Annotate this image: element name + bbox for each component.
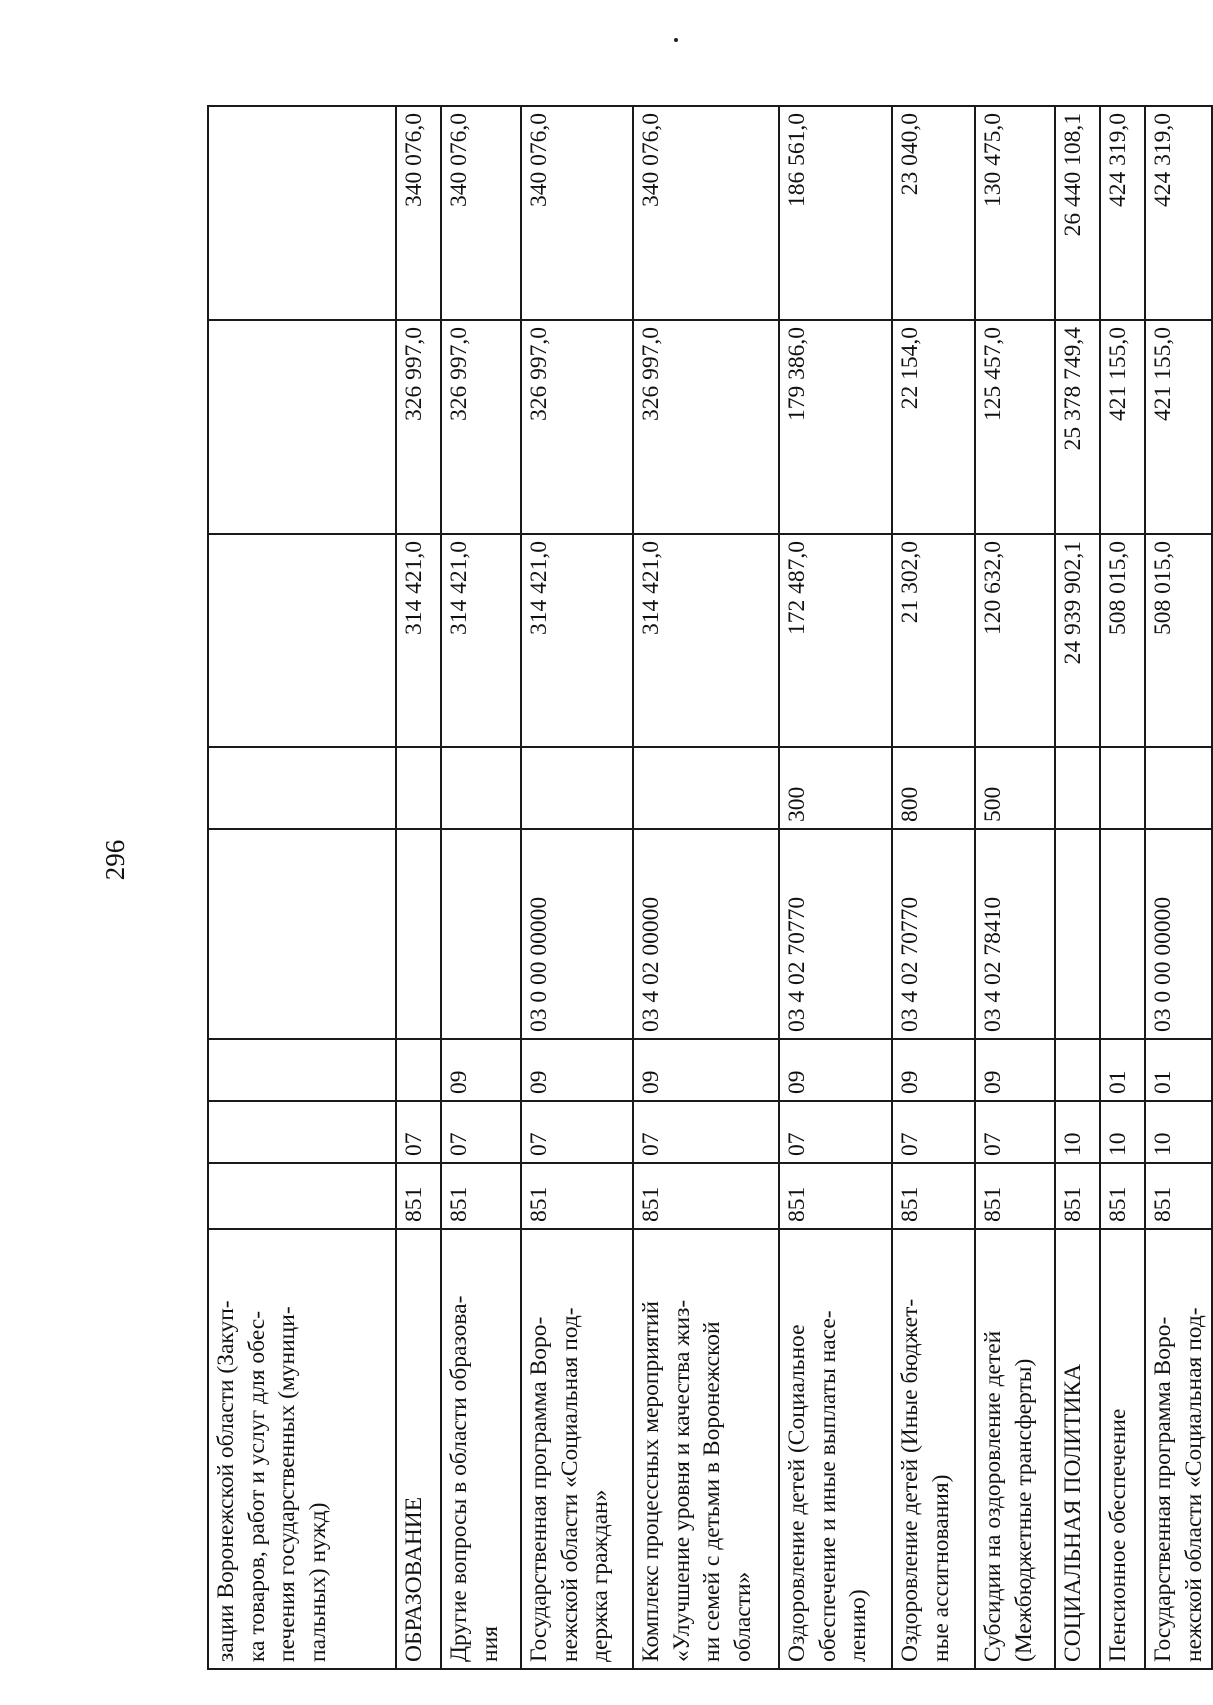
- table-row: [633, 106, 779, 1669]
- subsection-cell: [208, 1039, 396, 1101]
- item-name-cell: [1100, 1229, 1145, 1669]
- scan-speck: [674, 38, 678, 42]
- amount-cell-1: 314 421,0: [396, 534, 441, 747]
- table-row: [1055, 106, 1100, 1669]
- section-cell: 07: [975, 1101, 1055, 1163]
- item-name-cell: [975, 1229, 1055, 1669]
- section-cell: 07: [892, 1101, 975, 1163]
- amount-cell-2: 22 154,0: [892, 320, 975, 534]
- grbs-cell: 851: [892, 1163, 975, 1229]
- table-row: [975, 106, 1055, 1669]
- amount-cell-2: 421 155,0: [1100, 320, 1145, 534]
- expense-type-cell: [1100, 747, 1145, 829]
- section-cell: 07: [633, 1101, 779, 1163]
- target-article-cell: 03 4 02 70770: [779, 829, 892, 1039]
- item-name-line: (Межбюджетные трансферты): [1010, 1358, 1037, 1662]
- item-name-cell: [892, 1229, 975, 1669]
- amount-cell-1: 314 421,0: [521, 534, 633, 747]
- amount-cell-1: [208, 534, 396, 747]
- amount-cell-2: 326 997,0: [441, 320, 521, 534]
- item-name-line: Комплекс процессных мероприятий: [638, 1300, 664, 1662]
- subsection-cell: 09: [441, 1039, 521, 1101]
- table-body: [208, 106, 1212, 1669]
- item-name-cell: [208, 1229, 396, 1669]
- item-name-line: ка товаров, работ и услуг для обес-: [243, 1310, 270, 1662]
- table-row: [1145, 106, 1212, 1669]
- amount-cell-1: 172 487,0: [779, 534, 892, 747]
- amount-cell-2: 179 386,0: [779, 320, 892, 534]
- item-name-line: Государственная программа Воро-: [1150, 1316, 1176, 1662]
- amount-cell-1: 314 421,0: [441, 534, 521, 747]
- amount-cell-2: 326 997,0: [396, 320, 441, 534]
- amount-cell-3: 424 319,0: [1145, 106, 1212, 320]
- budget-table-rotated: [207, 107, 1207, 1670]
- item-name-line: «Улучшение уровня и качества жиз-: [668, 1299, 695, 1662]
- item-name-line: зации Воронежской области (Закуп-: [213, 1300, 239, 1662]
- table-row: [396, 106, 441, 1669]
- amount-cell-1: 508 015,0: [1100, 534, 1145, 747]
- item-name-cell: [633, 1229, 779, 1669]
- item-name-line: ни семей с детьми в Воронежской: [699, 1321, 726, 1662]
- section-cell: 10: [1100, 1101, 1145, 1163]
- subsection-cell: [396, 1039, 441, 1101]
- amount-cell-3: 130 475,0: [975, 106, 1055, 320]
- expense-type-cell: [521, 747, 633, 829]
- amount-cell-2: 421 155,0: [1145, 320, 1212, 534]
- section-cell: 10: [1145, 1101, 1212, 1163]
- grbs-cell: 851: [975, 1163, 1055, 1229]
- item-name-cell: [1145, 1229, 1212, 1669]
- table-row: [779, 106, 892, 1669]
- expense-type-cell: [1055, 747, 1100, 829]
- target-article-cell: [208, 829, 396, 1039]
- item-name-line: Оздоровление детей (Социальное: [784, 1324, 810, 1662]
- item-name-line: ния: [476, 1626, 503, 1662]
- page-number: 296: [99, 839, 130, 881]
- expense-type-cell: [441, 747, 521, 829]
- item-name-line: лению): [845, 1589, 872, 1662]
- item-name-line: нежской области «Социальная под-: [556, 1307, 583, 1662]
- amount-cell-3: 26 440 108,1: [1055, 106, 1100, 320]
- amount-cell-2: 326 997,0: [633, 320, 779, 534]
- expense-type-cell: [633, 747, 779, 829]
- grbs-cell: 851: [1145, 1163, 1212, 1229]
- grbs-cell: 851: [396, 1163, 441, 1229]
- item-name-cell: [441, 1229, 521, 1669]
- target-article-cell: [396, 829, 441, 1039]
- item-name-line: ные ассигнования): [927, 1474, 954, 1662]
- item-name-line: Субсидии на оздоровление детей: [980, 1330, 1006, 1662]
- item-name-line: Государственная программа Воро-: [526, 1316, 552, 1662]
- subsection-cell: 09: [633, 1039, 779, 1101]
- table-row: [892, 106, 975, 1669]
- grbs-cell: 851: [1055, 1163, 1100, 1229]
- expense-type-cell: [396, 747, 441, 829]
- expense-type-cell: [1145, 747, 1212, 829]
- amount-cell-3: 424 319,0: [1100, 106, 1145, 320]
- target-article-cell: 03 4 02 00000: [633, 829, 779, 1039]
- amount-cell-3: 340 076,0: [396, 106, 441, 320]
- section-cell: 07: [521, 1101, 633, 1163]
- subsection-cell: 09: [779, 1039, 892, 1101]
- amount-cell-3: 23 040,0: [892, 106, 975, 320]
- subsection-cell: 01: [1145, 1039, 1212, 1101]
- amount-cell-1: 21 302,0: [892, 534, 975, 747]
- target-article-cell: 03 0 00 00000: [521, 829, 633, 1039]
- grbs-cell: 851: [441, 1163, 521, 1229]
- item-name-line: области»: [729, 1571, 756, 1662]
- amount-cell-3: 186 561,0: [779, 106, 892, 320]
- section-cell: 10: [1055, 1101, 1100, 1163]
- section-cell: 07: [779, 1101, 892, 1163]
- amount-cell-2: [208, 320, 396, 534]
- amount-cell-2: 25 378 749,4: [1055, 320, 1100, 534]
- amount-cell-1: 314 421,0: [633, 534, 779, 747]
- amount-cell-3: 340 076,0: [441, 106, 521, 320]
- amount-cell-2: 125 457,0: [975, 320, 1055, 534]
- expense-type-cell: [208, 747, 396, 829]
- item-name-cell: [1055, 1229, 1100, 1669]
- amount-cell-2: 326 997,0: [521, 320, 633, 534]
- amount-cell-1: 24 939 902,1: [1055, 534, 1100, 747]
- subsection-cell: [1055, 1039, 1100, 1101]
- item-name-cell: [396, 1229, 441, 1669]
- section-cell: [208, 1101, 396, 1163]
- subsection-cell: 01: [1100, 1039, 1145, 1101]
- subsection-cell: 09: [521, 1039, 633, 1101]
- grbs-cell: [208, 1163, 396, 1229]
- amount-cell-1: 120 632,0: [975, 534, 1055, 747]
- item-name-line: печения государственных (муници-: [274, 1306, 301, 1662]
- budget-table: [207, 105, 1213, 1670]
- subsection-cell: 09: [975, 1039, 1055, 1101]
- item-name-line: нежской области «Социальная под-: [1180, 1307, 1207, 1662]
- section-cell: 07: [441, 1101, 521, 1163]
- target-article-cell: [1055, 829, 1100, 1039]
- grbs-cell: 851: [521, 1163, 633, 1229]
- item-name-cell: [521, 1229, 633, 1669]
- item-name-cell: [779, 1229, 892, 1669]
- target-article-cell: 03 0 00 00000: [1145, 829, 1212, 1039]
- expense-type-cell: 800: [892, 747, 975, 829]
- target-article-cell: 03 4 02 78410: [975, 829, 1055, 1039]
- grbs-cell: 851: [633, 1163, 779, 1229]
- table-row: [441, 106, 521, 1669]
- expense-type-cell: 500: [975, 747, 1055, 829]
- subsection-cell: 09: [892, 1039, 975, 1101]
- item-name-line: Другие вопросы в области образова-: [446, 1295, 472, 1662]
- table-row: [208, 106, 396, 1669]
- grbs-cell: 851: [1100, 1163, 1145, 1229]
- item-name-line: СОЦИАЛЬНАЯ ПОЛИТИКА: [1060, 1363, 1086, 1662]
- item-name-line: пальных) нужд): [304, 1502, 331, 1662]
- target-article-cell: 03 4 02 70770: [892, 829, 975, 1039]
- grbs-cell: 851: [779, 1163, 892, 1229]
- amount-cell-3: 340 076,0: [633, 106, 779, 320]
- item-name-line: ОБРАЗОВАНИЕ: [401, 1496, 427, 1662]
- section-cell: 07: [396, 1101, 441, 1163]
- item-name-line: Пенсионное обеспечение: [1105, 1408, 1131, 1662]
- amount-cell-3: [208, 106, 396, 320]
- item-name-line: обеспечение и иные выплаты насе-: [814, 1310, 841, 1662]
- table-row: [521, 106, 633, 1669]
- amount-cell-1: 508 015,0: [1145, 534, 1212, 747]
- table-row: [1100, 106, 1145, 1669]
- amount-cell-3: 340 076,0: [521, 106, 633, 320]
- item-name-line: Оздоровление детей (Иные бюджет-: [897, 1298, 923, 1662]
- expense-type-cell: 300: [779, 747, 892, 829]
- target-article-cell: [1100, 829, 1145, 1039]
- item-name-line: держка граждан»: [587, 1489, 614, 1662]
- target-article-cell: [441, 829, 521, 1039]
